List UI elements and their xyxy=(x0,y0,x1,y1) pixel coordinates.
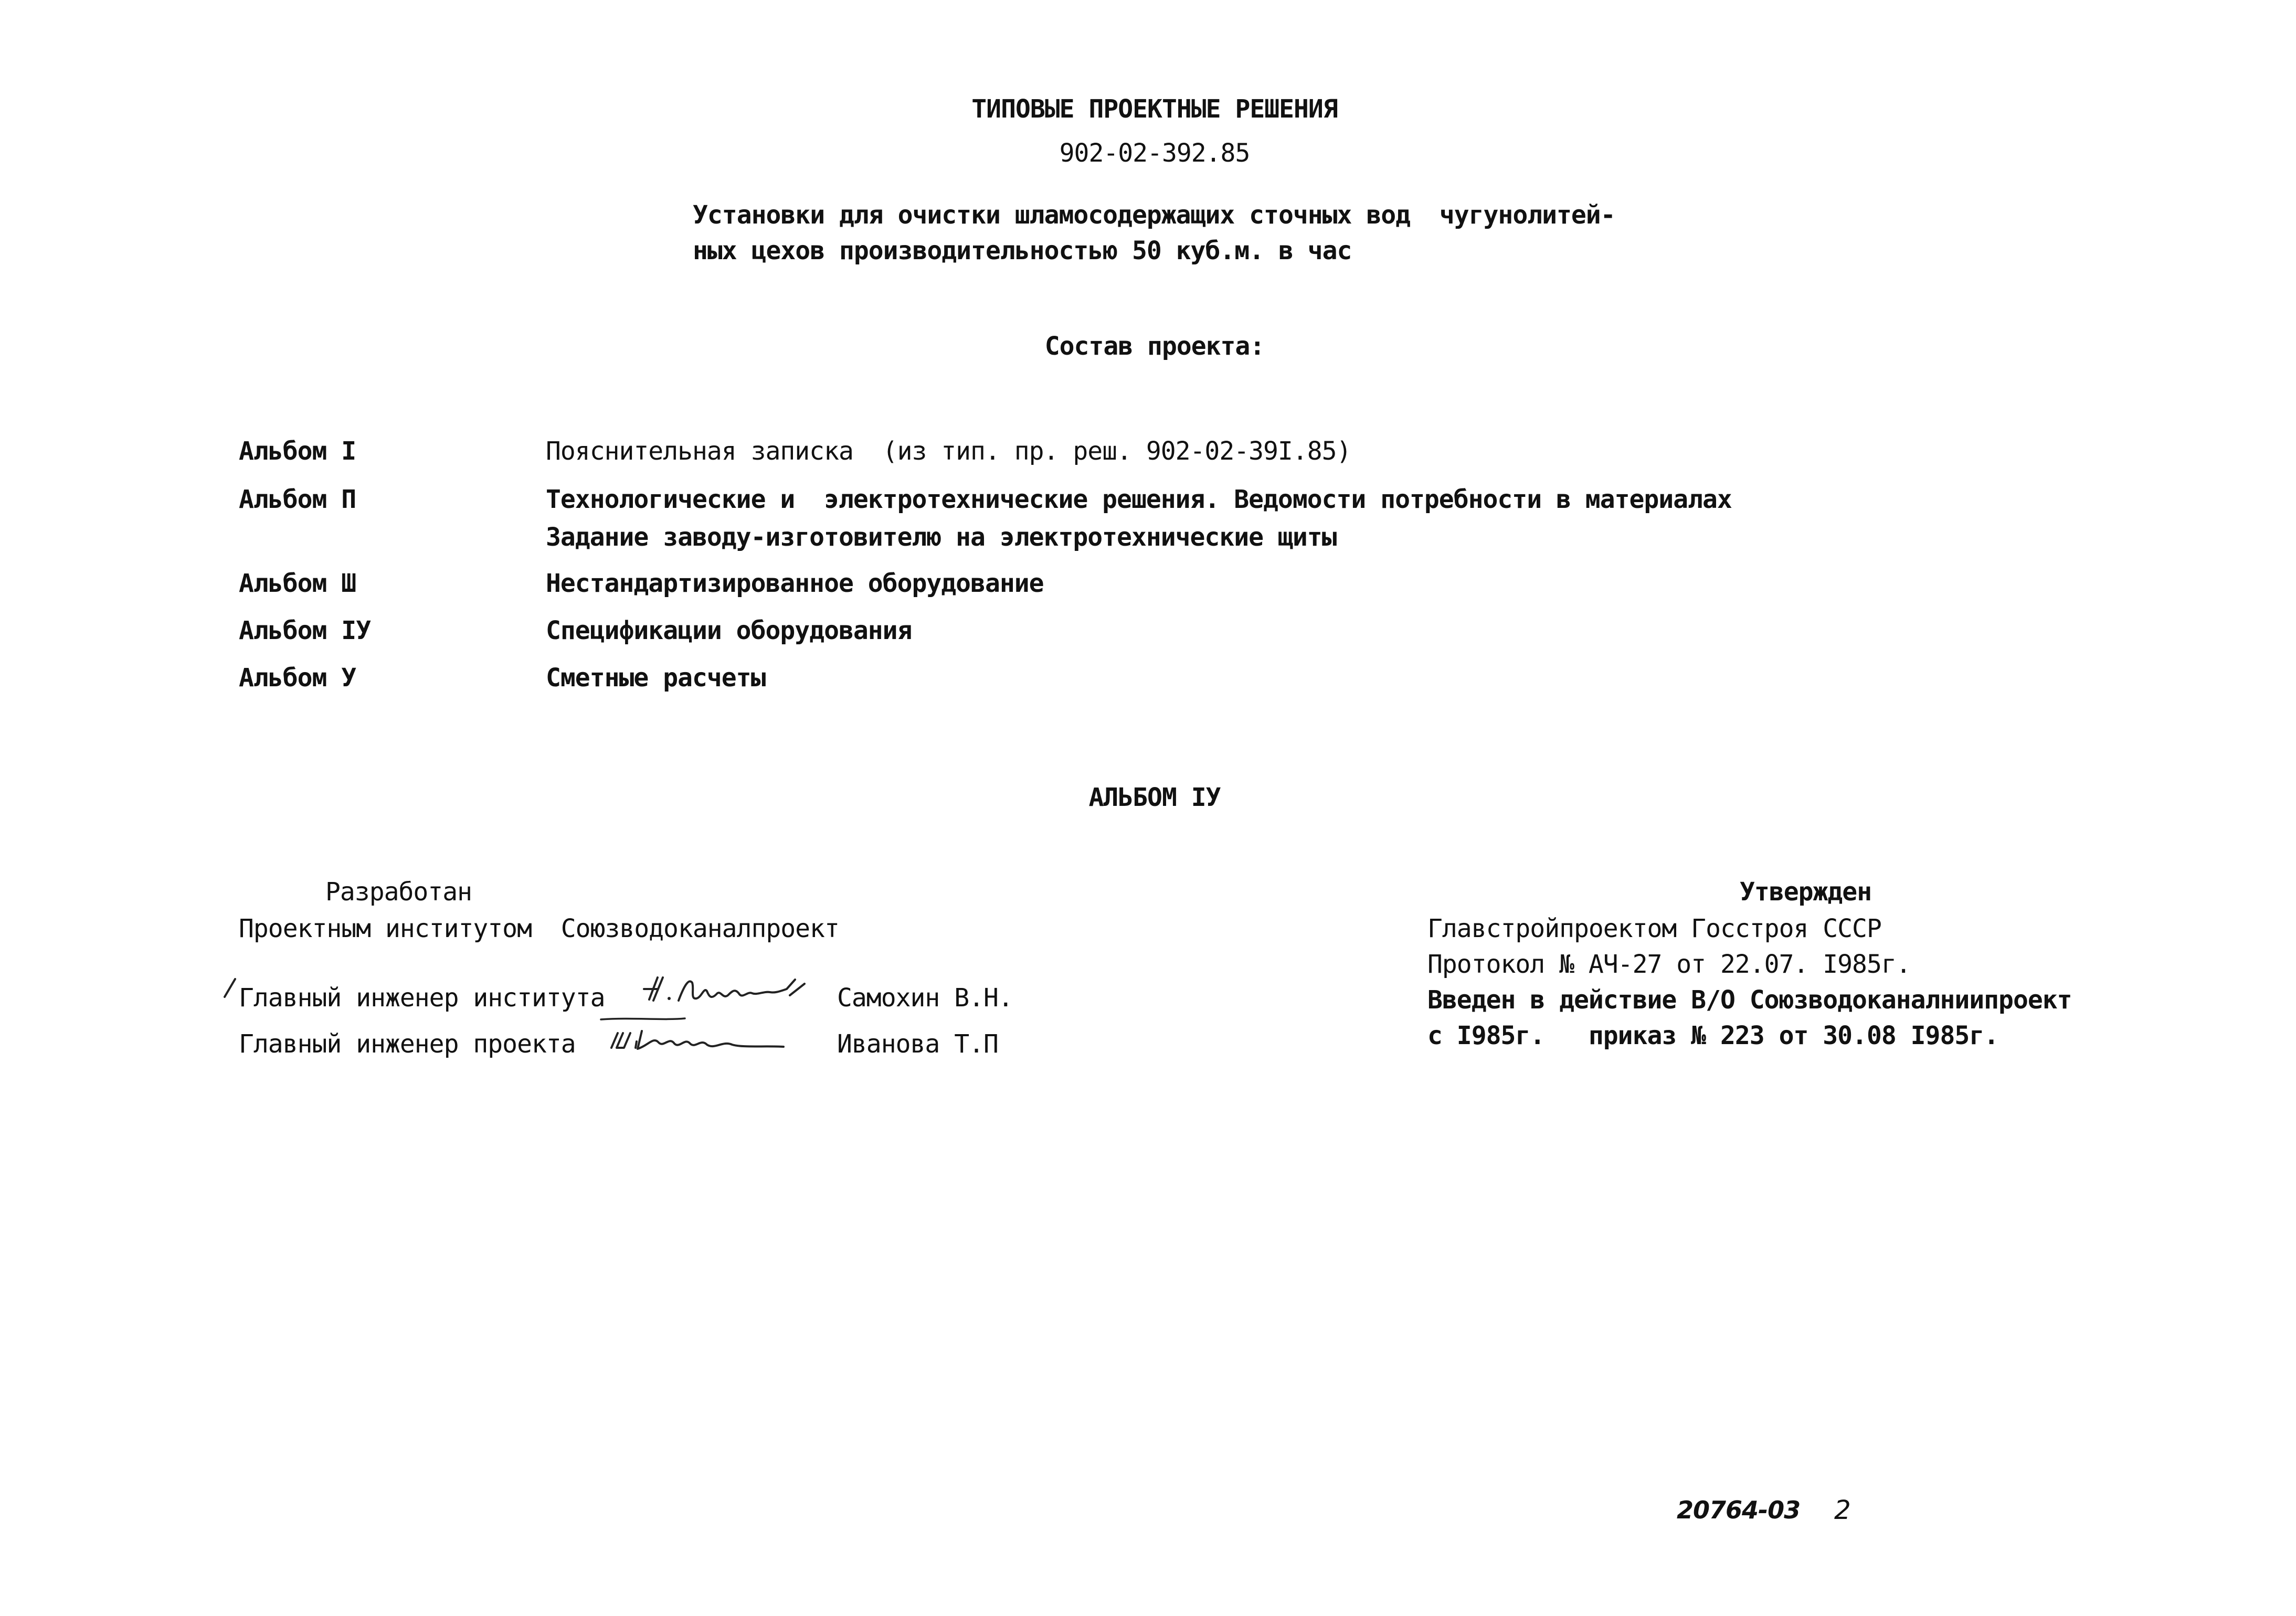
album-3-description: Нестандартизированное оборудование xyxy=(546,569,1044,598)
album-1-description: Пояснительная записка (из тип. пр. реш. 902-02-39I.85) xyxy=(546,437,1351,466)
composition-title: Состав проекта: xyxy=(1044,332,1265,361)
chief-engineer-project-label: Главный инженер проекта xyxy=(239,1029,576,1059)
album-5-description: Сметные расчеты xyxy=(546,663,766,693)
document-number: 20764-03 xyxy=(1677,1496,1801,1524)
developed-organization: Проектным институтом Союзводоканалпроект xyxy=(239,914,839,943)
page-number: 2 xyxy=(1834,1495,1850,1525)
signature-chief-engineer-project xyxy=(585,1015,795,1062)
approved-line4: с I985г. приказ № 223 от 30.08 I985г. xyxy=(1427,1021,1999,1050)
album-2-description-line1: Технологические и электротехнические решения. Ведомости потребности в материалах xyxy=(546,485,1732,514)
album-4-name: Альбом IУ xyxy=(239,616,371,645)
album-3-name: Альбом Ш xyxy=(239,569,356,598)
signature-chief-engineer-institute xyxy=(638,968,816,1015)
series-code: 902-02-392.85 xyxy=(1059,139,1250,168)
approved-line2: Протокол № АЧ-27 от 22.07. I985г. xyxy=(1427,950,1911,979)
approved-line3: Введен в действие В/О Союзводоканалниипроект xyxy=(1427,985,2072,1015)
chief-engineer-project-name: Иванова Т.П xyxy=(837,1029,998,1059)
margin-tick-mark xyxy=(220,976,241,1007)
album-2-name: Альбом П xyxy=(239,485,356,514)
developed-title: Разработан xyxy=(325,877,472,907)
project-description-line1: Установки для очистки шламосодержащих сточных вод чугунолитей- xyxy=(693,200,1615,230)
chief-engineer-institute-name: Самохин В.Н. xyxy=(837,983,1013,1013)
project-description-line2: ных цехов производительностью 50 куб.м. в час xyxy=(693,236,1352,265)
approved-title: Утвержден xyxy=(1740,877,1872,907)
approved-line1: Главстройпроектом Госстроя СССР xyxy=(1427,914,1881,943)
album-4-description: Спецификации оборудования xyxy=(546,616,912,645)
album-2-description-line2: Задание заводу-изготовителю на электротехнические щиты xyxy=(546,523,1337,552)
chief-engineer-institute-label: Главный инженер института xyxy=(239,983,605,1013)
album-1-name: Альбом I xyxy=(239,437,356,466)
series-title: ТИПОВЫЕ ПРОЕКТНЫЕ РЕШЕНИЯ xyxy=(971,94,1338,124)
album-5-name: Альбом У xyxy=(239,663,356,693)
current-album-title: АЛЬБОМ IУ xyxy=(1088,783,1221,812)
